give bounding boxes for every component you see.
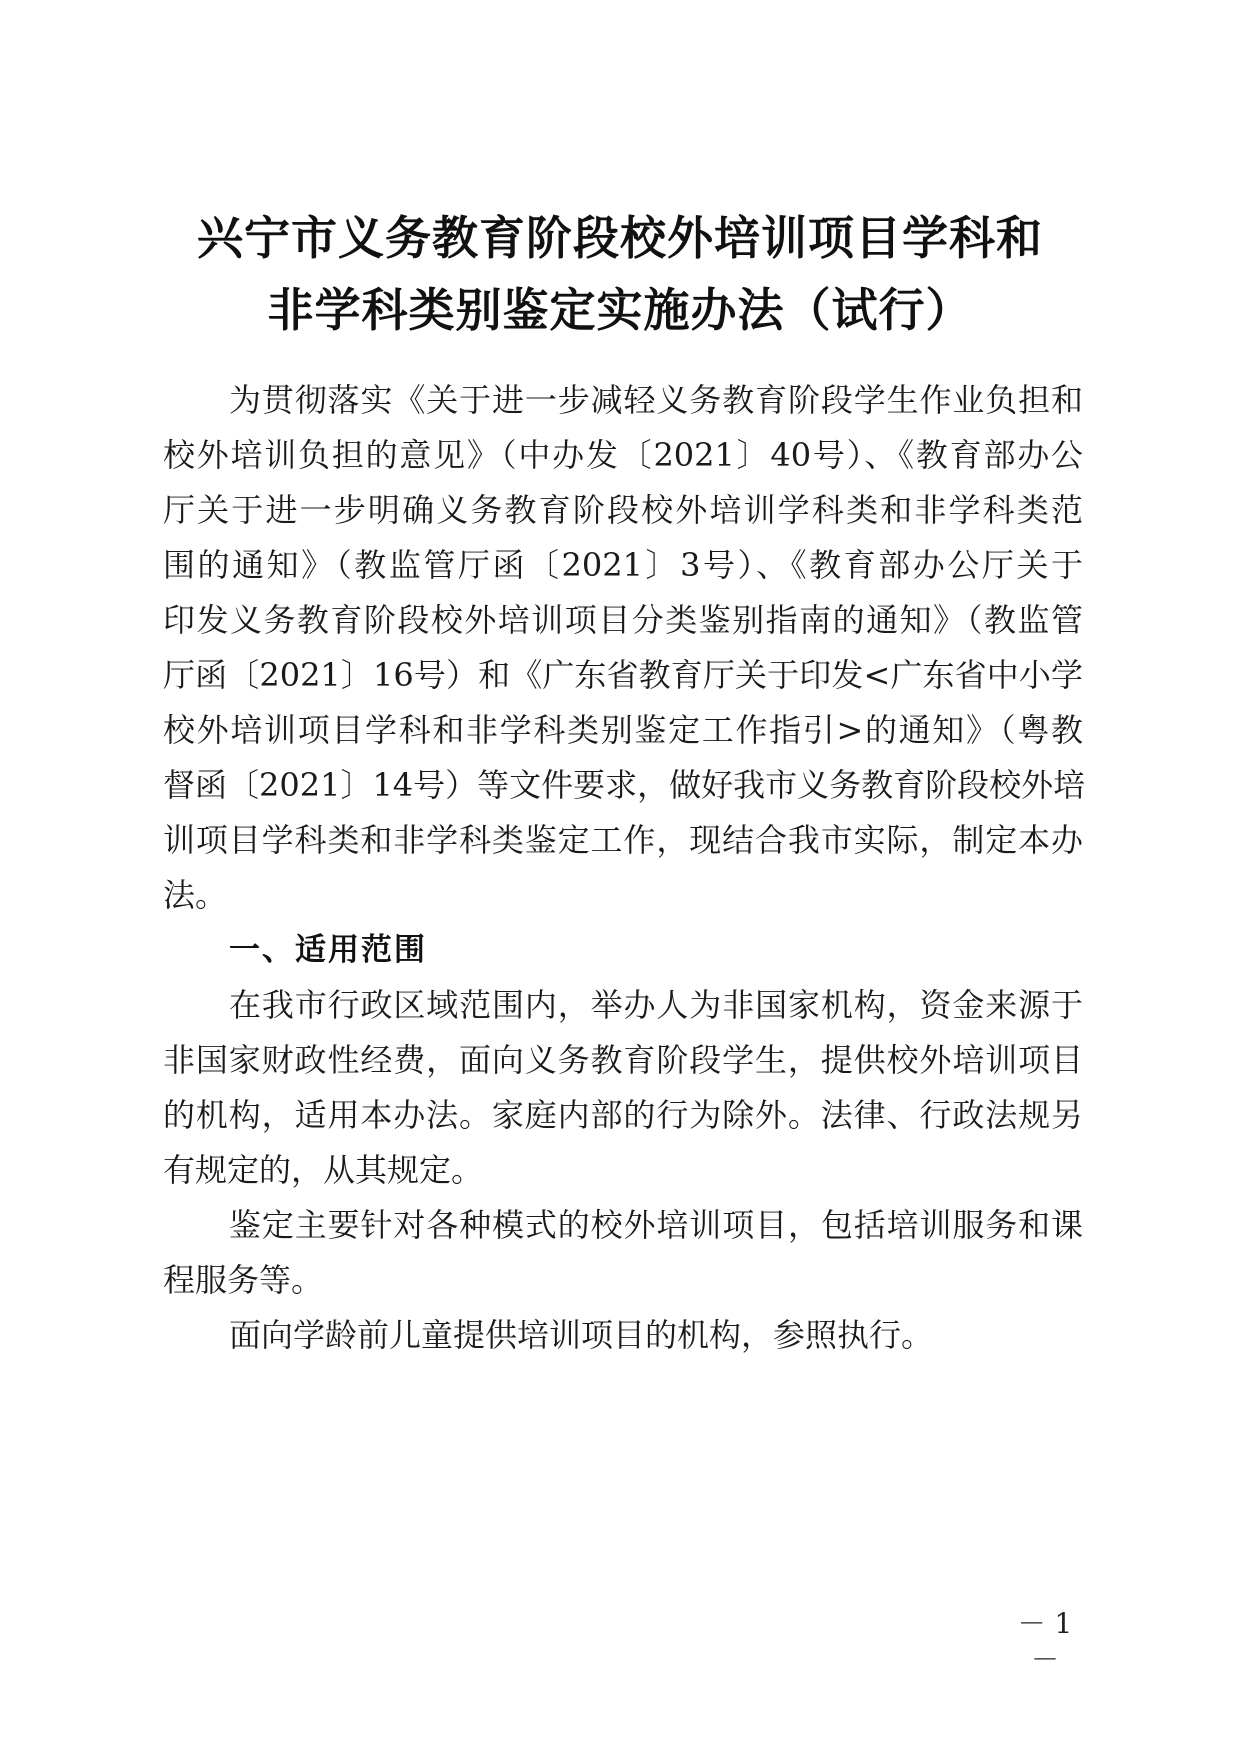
section-line: 的机构，适用本办法。家庭内部的行为除外。法律、行政法规另: [163, 1096, 1083, 1134]
intro-line: 校外培训负担的意见》（中办发〔2021〕40号）、《教育部办公: [163, 436, 1083, 474]
section-line: 在我市行政区域范围内，举办人为非国家机构，资金来源于: [229, 986, 1083, 1024]
section-line: 鉴定主要针对各种模式的校外培训项目，包括培训服务和课: [229, 1206, 1083, 1244]
document-title-line-1: 兴宁市义务教育阶段校外培训项目学科和: [197, 211, 1043, 265]
intro-line: 印发义务教育阶段校外培训项目分类鉴别指南的通知》（教监管: [163, 601, 1083, 639]
intro-line: 厅函〔2021〕16号）和《广东省教育厅关于印发<广东省中小学: [163, 656, 1083, 694]
intro-line: 督函〔2021〕14号）等文件要求，做好我市义务教育阶段校外培: [163, 766, 1086, 804]
intro-line: 训项目学科类和非学科类鉴定工作，现结合我市实际，制定本办: [163, 821, 1083, 859]
section-heading-scope: 一、适用范围: [229, 932, 427, 968]
section-line: 有规定的，从其规定。: [163, 1151, 484, 1189]
document-title-line-2: 非学科类别鉴定实施办法（试行）: [267, 283, 973, 337]
intro-line: 厅关于进一步明确义务教育阶段校外培训学科类和非学科类范: [163, 491, 1083, 529]
page-number: － 1 －: [1017, 1607, 1073, 1676]
section-line: 程服务等。: [163, 1261, 324, 1299]
intro-line: 为贯彻落实《关于进一步减轻义务教育阶段学生作业负担和: [229, 381, 1083, 419]
intro-line: 围的通知》（教监管厅函〔2021〕3号）、《教育部办公厅关于: [163, 546, 1083, 584]
intro-line: 校外培训项目学科和非学科类别鉴定工作指引>的通知》（粤教: [163, 711, 1083, 749]
section-line: 非国家财政性经费，面向义务教育阶段学生，提供校外培训项目: [163, 1041, 1083, 1079]
intro-line: 法。: [163, 876, 228, 914]
section-line: 面向学龄前儿童提供培训项目的机构，参照执行。: [229, 1316, 934, 1354]
